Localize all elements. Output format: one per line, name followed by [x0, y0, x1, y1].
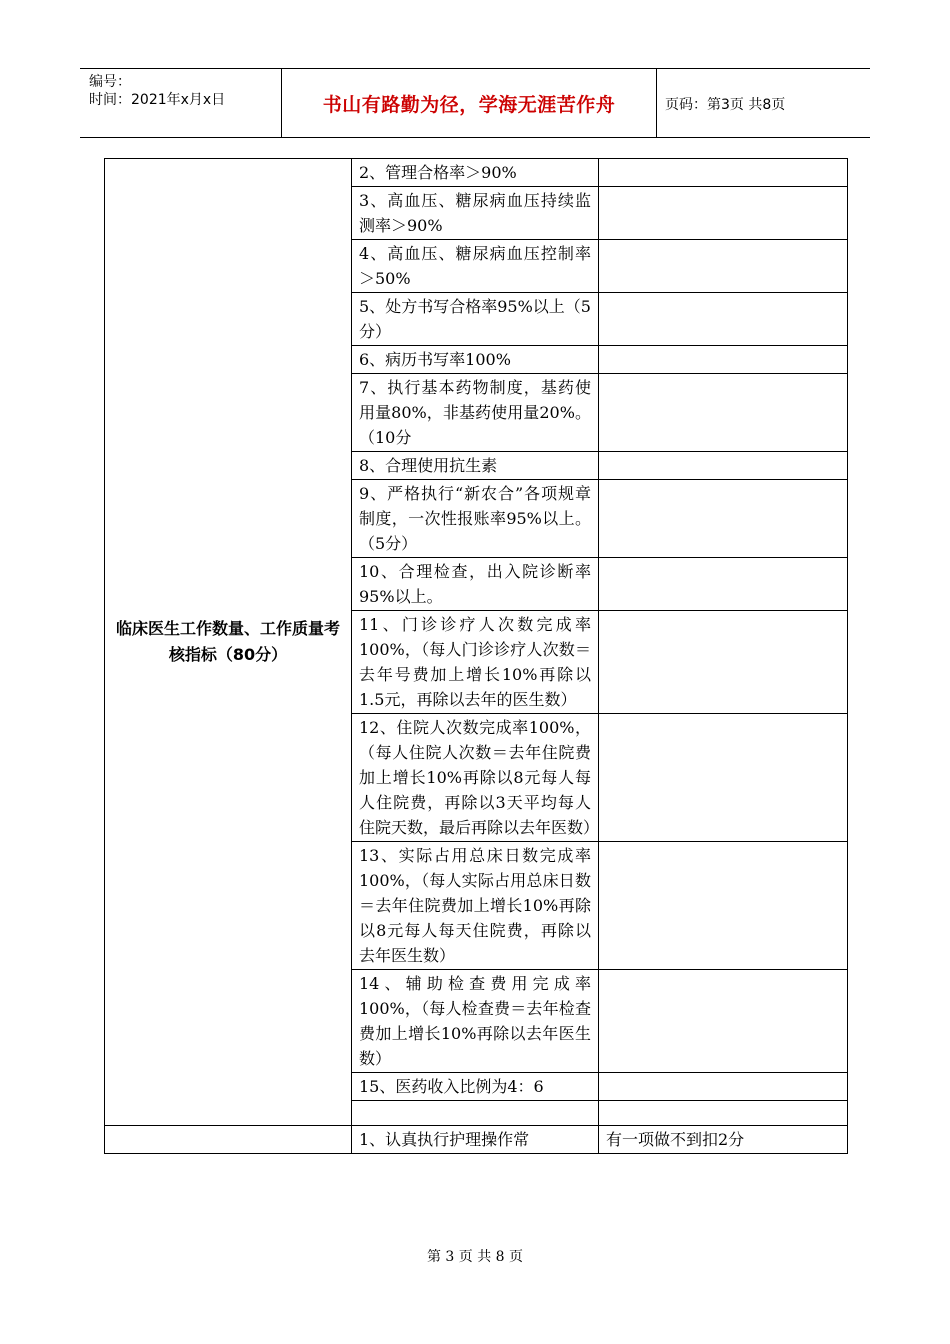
- note-cell: [599, 452, 848, 480]
- item-cell: 10、合理检查，出入院诊断率95%以上。: [352, 558, 599, 611]
- item-cell: 14、辅助检查费用完成率100%，（每人检查费＝去年检查费加上增长10%再除以去年医生数）: [352, 970, 599, 1073]
- page-footer: 第 3 页 共 8 页: [426, 1249, 524, 1265]
- item-cell: 2、管理合格率＞90%: [352, 159, 599, 187]
- page-info: 页码：第3页 共8页: [665, 97, 786, 113]
- item-cell: 3、高血压、糖尿病血压持续监测率＞90%: [352, 187, 599, 240]
- note-cell: [599, 293, 848, 346]
- note-cell: [599, 480, 848, 558]
- header-left: [80, 69, 280, 137]
- note-cell: [599, 558, 848, 611]
- note-cell: [599, 1101, 848, 1126]
- item-cell: 5、处方书写合格率95%以上（5分）: [352, 293, 599, 346]
- note-cell: [599, 842, 848, 970]
- category-cell: 临床医生工作数量、工作质量考核指标（80分）: [105, 159, 352, 1126]
- category-cell: [105, 1126, 352, 1154]
- item-cell: 6、病历书写率100%: [352, 346, 599, 374]
- note-cell: [599, 187, 848, 240]
- note-cell: [599, 611, 848, 714]
- item-cell: 11、门诊诊疗人次数完成率100%，（每人门诊诊疗人次数＝去年号费加上增长10%再除以1.5元，再除以去年的医生数）: [352, 611, 599, 714]
- assessment-table: [104, 158, 848, 1154]
- note-cell: 有一项做不到扣2分: [599, 1126, 848, 1154]
- item-cell: 13、实际占用总床日数完成率100%，（每人实际占用总床日数＝去年住院费加上增长10%再除以8元每人每天住院费，再除以去年医生数）: [352, 842, 599, 970]
- number-label: 编号：: [89, 74, 131, 90]
- note-cell: [599, 1073, 848, 1101]
- item-cell: [352, 1101, 599, 1126]
- note-cell: [599, 970, 848, 1073]
- motto: 书山有路勤为径，学海无涯苦作舟: [281, 69, 657, 137]
- item-cell: 9、严格执行“新农合”各项规章制度，一次性报账率95%以上。（5分）: [352, 480, 599, 558]
- time-label: 时间：2021年x月x日: [89, 92, 226, 108]
- page-header: [80, 68, 870, 138]
- note-cell: [599, 159, 848, 187]
- item-cell: 8、合理使用抗生素: [352, 452, 599, 480]
- note-cell: [599, 240, 848, 293]
- table-row: [105, 159, 848, 187]
- note-cell: [599, 714, 848, 842]
- item-cell: 15、医药收入比例为4：6: [352, 1073, 599, 1101]
- item-cell: 4、高血压、糖尿病血压控制率＞50%: [352, 240, 599, 293]
- item-cell: 7、执行基本药物制度，基药使用量80%，非基药使用量20%。（10分: [352, 374, 599, 452]
- table-row: [105, 1126, 848, 1154]
- note-cell: [599, 346, 848, 374]
- note-cell: [599, 374, 848, 452]
- item-cell: 1、认真执行护理操作常: [352, 1126, 599, 1154]
- item-cell: 12、住院人次数完成率100%，（每人住院人次数＝去年住院费加上增长10%再除以8元每人每人住院费，再除以3天平均每人住院天数，最后再除以去年医数）: [352, 714, 599, 842]
